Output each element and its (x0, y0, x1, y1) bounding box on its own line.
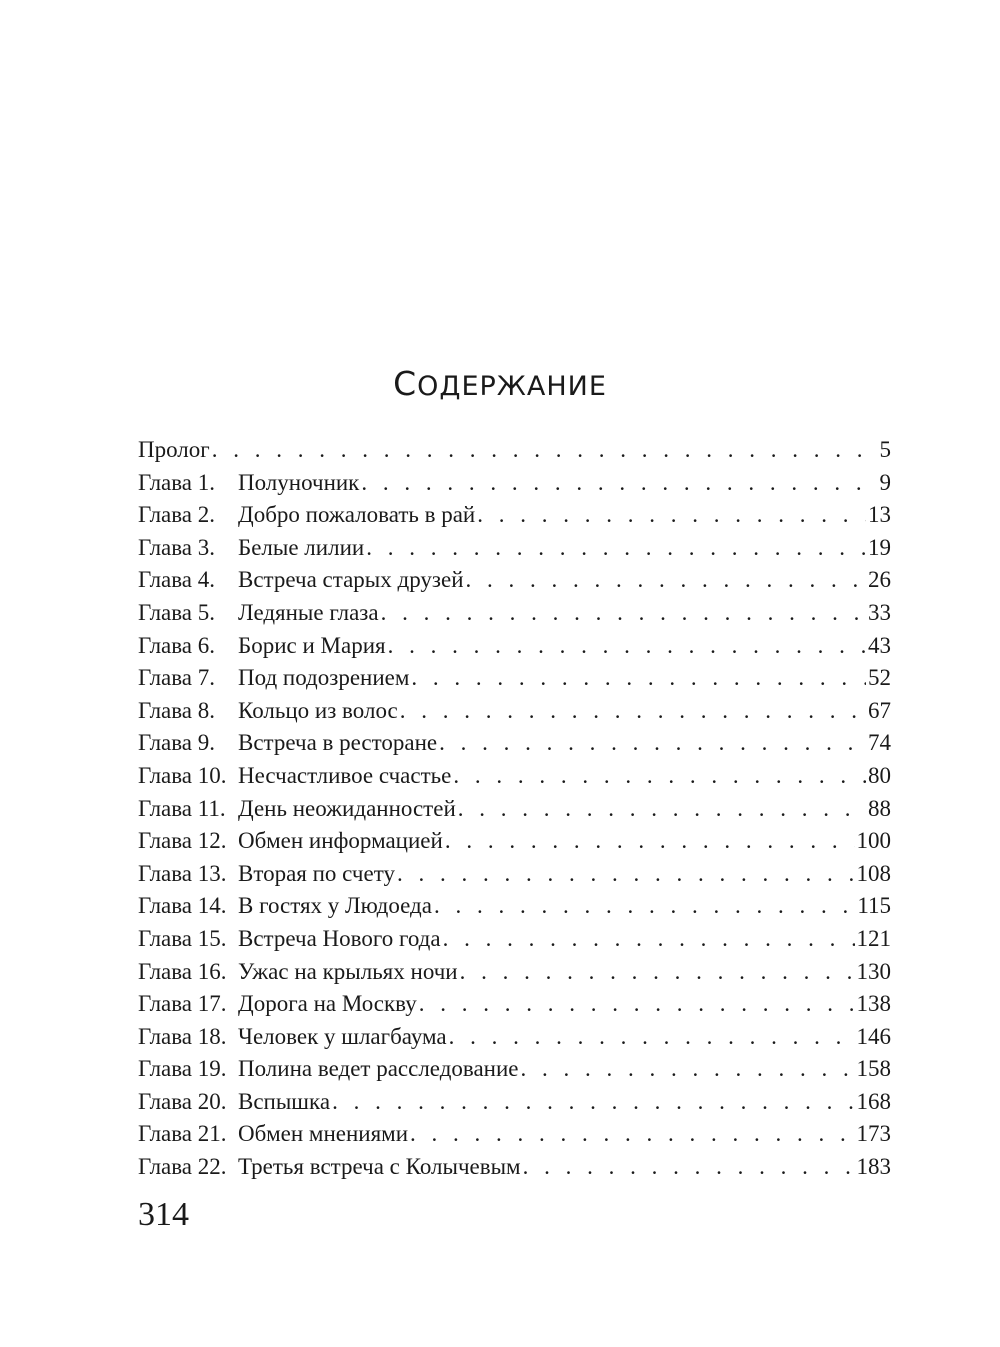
toc-entry-label: Несчастливое счастье (238, 762, 452, 788)
toc-entry-title (138, 467, 359, 500)
toc-entry-page: 74 (868, 730, 891, 756)
toc-entry (138, 1151, 891, 1184)
toc-entry-label: Борис и Мария (238, 632, 386, 658)
toc-entry-title (138, 630, 386, 663)
toc-entry-title (138, 597, 379, 630)
toc-entry-page: 13 (868, 502, 891, 528)
toc-entry (138, 499, 891, 532)
toc-entry-label: Человек у шлагбаума (238, 1023, 447, 1049)
toc-entry-chapter-number: Глава 9. (138, 730, 216, 756)
toc-entry-chapter-number: Глава 7. (138, 665, 216, 691)
toc-entry-label: Встреча Нового года (238, 925, 441, 951)
toc-entry (138, 988, 891, 1021)
page-number: 314 (138, 1196, 189, 1233)
toc-entry-title (138, 727, 437, 760)
toc-entry (138, 825, 891, 858)
toc-entry-label: Пролог (138, 437, 210, 462)
toc-entry (138, 564, 891, 597)
toc-entry-title (138, 825, 443, 858)
toc-entry-chapter-number: Глава 14. (138, 893, 227, 919)
toc-dot-leader (443, 923, 855, 956)
toc-entry-chapter-number: Глава 6. (138, 632, 216, 658)
toc-entry-title (138, 1151, 521, 1184)
toc-entry-page: 130 (856, 958, 891, 984)
toc-dot-leader (466, 564, 867, 597)
toc-entry-title (138, 662, 409, 695)
toc-entry (138, 890, 891, 923)
toc-dot-leader (449, 1021, 855, 1054)
toc-dot-leader (453, 760, 866, 793)
toc-entry-title (138, 760, 451, 793)
toc-entry-page: 121 (856, 925, 891, 951)
toc-entry-page: 138 (856, 991, 891, 1017)
toc-entry-title (138, 890, 432, 923)
toc-entry (138, 662, 891, 695)
toc-entry-chapter-number: Глава 12. (138, 828, 227, 854)
toc-entry (138, 1053, 891, 1086)
toc-entry-chapter-number: Глава 8. (138, 697, 216, 723)
toc-entry-chapter-number: Глава 5. (138, 599, 216, 625)
toc-entry-page: 26 (868, 567, 891, 593)
toc-entry (138, 956, 891, 989)
toc-entry-title (138, 988, 417, 1021)
toc-entry-page: 173 (856, 1121, 891, 1147)
toc-entry-label: Полина ведет расследование (238, 1056, 519, 1082)
toc-entry-title (138, 434, 210, 467)
toc-entry-chapter-number: Глава 3. (138, 534, 216, 560)
toc-entry-page: 67 (868, 697, 891, 723)
toc-entry-chapter-number: Глава 16. (138, 958, 227, 984)
toc-entry-chapter-number: Глава 11. (138, 795, 226, 821)
toc-entry-title (138, 564, 464, 597)
toc-entry-title (138, 695, 398, 728)
toc-dot-leader (445, 825, 855, 858)
toc-entry-label: Белые лилии (238, 534, 365, 560)
toc-entry-page: 100 (856, 828, 891, 854)
toc-entry-label: Третья встреча с Колычевым (238, 1154, 521, 1180)
toc-entry-label: Вспышка (238, 1088, 331, 1114)
toc-dot-leader (434, 890, 855, 923)
toc-entry-page: 33 (868, 599, 891, 625)
toc-entry (138, 597, 891, 630)
toc-entry (138, 532, 891, 565)
toc-dot-leader (366, 532, 866, 565)
toc-entry-page: 19 (868, 534, 891, 560)
toc-entry-label: Обмен мнениями (238, 1121, 409, 1147)
toc-entry (138, 1021, 891, 1054)
toc-entry (138, 695, 891, 728)
toc-dot-leader (523, 1151, 855, 1184)
toc-dot-leader (400, 695, 866, 728)
toc-entry-title (138, 858, 395, 891)
toc-entry (138, 1086, 891, 1119)
toc-dot-leader (361, 467, 877, 500)
toc-entry-page: 115 (857, 893, 891, 919)
toc-dot-leader (397, 858, 855, 891)
toc-entry-chapter-number: Глава 18. (138, 1023, 227, 1049)
toc-entry-label: Ледяные глаза (238, 599, 379, 625)
toc-entry-label: День неожиданностей (238, 795, 456, 821)
toc-entry-title (138, 1086, 330, 1119)
toc-entry (138, 1118, 891, 1151)
toc-entry-label: Кольцо из волос (238, 697, 398, 723)
toc-entry-label: Полуночник (238, 469, 360, 495)
toc-entry-page: 52 (868, 665, 891, 691)
toc-entry-title (138, 1053, 519, 1086)
toc-dot-leader (439, 727, 866, 760)
toc-entry-chapter-number: Глава 13. (138, 860, 227, 886)
toc-entry-page: 9 (879, 469, 891, 495)
toc-entry-label: В гостях у Людоеда (238, 893, 432, 919)
toc-entry (138, 923, 891, 956)
toc-entry-chapter-number: Глава 4. (138, 567, 216, 593)
toc-entry-page: 108 (856, 860, 891, 886)
toc-entry-page: 43 (868, 632, 891, 658)
toc-dot-leader (410, 1118, 854, 1151)
toc-entry-page: 168 (856, 1088, 891, 1114)
toc-entry-title (138, 499, 475, 532)
toc-entry-title (138, 923, 441, 956)
toc-entry (138, 630, 891, 663)
toc-dot-leader (411, 662, 866, 695)
toc-dot-leader (458, 793, 866, 826)
page-title (0, 364, 1000, 403)
page-title-initial: С (393, 364, 418, 403)
toc-dot-leader (477, 499, 866, 532)
toc-entry-title (138, 532, 364, 565)
toc-entry-page: 5 (879, 437, 891, 462)
toc-entry-chapter-number: Глава 22. (138, 1154, 227, 1180)
toc-entry-title (138, 1118, 408, 1151)
toc-entry-label: Дорога на Москву (238, 991, 417, 1017)
page-title-rest: ОДЕРЖАНИЕ (417, 371, 607, 402)
toc-entry (138, 727, 891, 760)
toc-entry-label: Вторая по счету (238, 860, 395, 886)
toc-entry-chapter-number: Глава 1. (138, 469, 216, 495)
toc-entry-chapter-number: Глава 10. (138, 762, 227, 788)
toc-dot-leader (460, 956, 855, 989)
toc-entry-chapter-number: Глава 20. (138, 1088, 227, 1114)
toc-entry-label: Ужас на крыльях ночи (238, 958, 458, 984)
toc-entry-page: 158 (856, 1056, 891, 1082)
toc-dot-leader (388, 630, 866, 663)
toc-entry (138, 434, 891, 467)
toc-entry-page: 88 (868, 795, 891, 821)
toc-entry-page: 80 (868, 762, 891, 788)
toc-entry-page: 183 (856, 1154, 891, 1180)
table-of-contents (138, 434, 891, 1184)
toc-dot-leader (419, 988, 855, 1021)
toc-entry-label: Обмен информацией (238, 828, 443, 854)
toc-entry-label: Под подозрением (238, 665, 410, 691)
toc-entry-chapter-number: Глава 17. (138, 991, 227, 1017)
toc-entry-chapter-number: Глава 21. (138, 1121, 227, 1147)
toc-entry-title (138, 956, 458, 989)
toc-dot-leader (381, 597, 866, 630)
toc-dot-leader (521, 1053, 855, 1086)
toc-entry (138, 793, 891, 826)
toc-entry-title (138, 793, 456, 826)
toc-entry-chapter-number: Глава 2. (138, 502, 216, 528)
toc-entry-label: Встреча старых друзей (238, 567, 464, 593)
toc-entry-page: 146 (856, 1023, 891, 1049)
toc-dot-leader (212, 434, 878, 467)
toc-entry-chapter-number: Глава 15. (138, 925, 227, 951)
toc-entry (138, 760, 891, 793)
toc-dot-leader (332, 1086, 854, 1119)
toc-entry-label: Встреча в ресторане (238, 730, 438, 756)
toc-entry (138, 467, 891, 500)
toc-entry-label: Добро пожаловать в рай (238, 502, 476, 528)
toc-entry-chapter-number: Глава 19. (138, 1056, 227, 1082)
toc-entry (138, 858, 891, 891)
toc-entry-title (138, 1021, 447, 1054)
